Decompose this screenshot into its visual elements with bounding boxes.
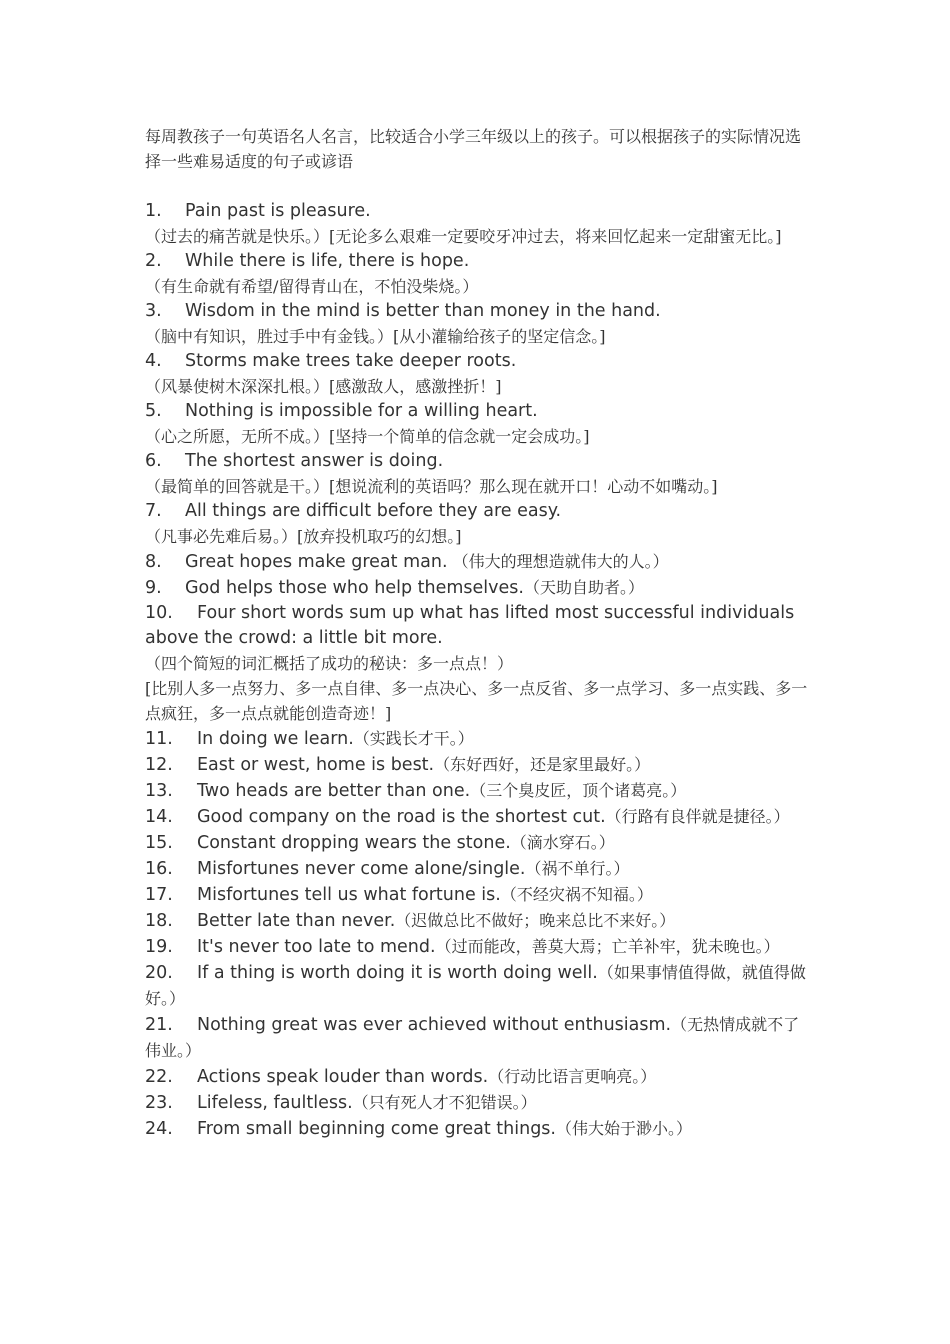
intro-paragraph: 每周教孩子一句英语名人名言，比较适合小学三年级以上的孩子。可以根据孩子的实际情况选择一些难易适度的句子或谚语: [145, 127, 802, 171]
quote-number: 1.: [145, 201, 162, 221]
quote-item: [145, 199, 810, 224]
quote-translation: （无热情成就不了伟业。）: [145, 1015, 800, 1060]
quote-translation: （祸不单行。）: [525, 859, 630, 878]
quote-translation: （三个臭皮匠，顶个诸葛亮。）: [470, 781, 687, 800]
quote-number: 13.: [145, 781, 173, 801]
quote-item: [145, 1116, 810, 1142]
quote-english: Two heads are better than one.: [197, 781, 471, 801]
quote-translation: （迟做总比不做好；晚来总比不来好。）: [395, 911, 676, 930]
quote-item: [145, 299, 810, 324]
quote-english: Misfortunes tell us what fortune is.: [197, 885, 501, 905]
quote-english: If a thing is worth doing it is worth doing well.: [197, 963, 598, 983]
quote-translation: （东好西好，还是家里最好。）: [434, 755, 651, 774]
quote-english: Misfortunes never come alone/single.: [197, 859, 526, 879]
quote-number: 19.: [145, 937, 173, 957]
quote-english: The shortest answer is doing.: [185, 451, 444, 471]
quote-number: 3.: [145, 301, 162, 321]
quote-number: 14.: [145, 807, 173, 827]
quote-translation: （心之所愿，无所不成。）[坚持一个简单的信念就一定会成功。]: [145, 427, 590, 446]
quote-number: 17.: [145, 885, 173, 905]
quote-english: Constant dropping wears the stone.: [197, 833, 511, 853]
quote-translation: （如果事情值得做，就值得做好。）: [145, 963, 806, 1008]
quote-item: [145, 1090, 810, 1116]
quote-english: Better late than never.: [197, 911, 396, 931]
quote-translation: （最简单的回答就是干。）[想说流利的英语吗？那么现在就开口！心动不如嘴动。]: [145, 477, 718, 496]
quote-number: 20.: [145, 963, 173, 983]
document-page: [145, 124, 810, 1142]
quote-english: Lifeless, faultless.: [197, 1093, 353, 1113]
quote-item: [145, 830, 810, 856]
quote-item: [145, 399, 810, 424]
quote-english: East or west, home is best.: [197, 755, 435, 775]
quote-translation: （行路有良伴就是捷径。）: [605, 807, 790, 826]
quote-number: 24.: [145, 1119, 173, 1139]
quote-english: While there is life, there is hope.: [185, 251, 470, 271]
quote-list: [145, 199, 810, 1142]
quote-item: [145, 960, 810, 1012]
quote-number: 9.: [145, 578, 162, 598]
quote-translation: （滴水穿石。）: [510, 833, 615, 852]
quote-english: Pain past is pleasure.: [185, 201, 371, 221]
quote-translation: （天助自助者。）: [523, 578, 644, 597]
quote-translation: （实践长才干。）: [353, 729, 474, 748]
quote-number: 11.: [145, 729, 173, 749]
quote-item: [145, 778, 810, 804]
quote-number: 2.: [145, 251, 162, 271]
quote-translation: （有生命就有希望/留得青山在，不怕没柴烧。）: [145, 277, 479, 296]
quote-number: 21.: [145, 1015, 173, 1035]
quote-item: [145, 856, 810, 882]
quote-english: In doing we learn.: [197, 729, 354, 749]
quote-translation: [比别人多一点努力、多一点自律、多一点决心、多一点反省、多一点学习、多一点实践、多一点疯狂，多一点点就能创造奇迹！]: [145, 679, 808, 723]
quote-translation: （凡事必先难后易。）[放弃投机取巧的幻想。]: [145, 527, 462, 546]
quote-translation: （伟大始于渺小。）: [555, 1119, 692, 1138]
quote-item: [145, 249, 810, 274]
quote-translation: （脑中有知识，胜过手中有金钱。）[从小灌输给孩子的坚定信念。]: [145, 327, 606, 346]
quote-item: [145, 1064, 810, 1090]
quote-english: From small beginning come great things.: [197, 1119, 556, 1139]
quote-number: 7.: [145, 501, 162, 521]
quote-item: [145, 908, 810, 934]
quote-item: [145, 726, 810, 752]
quote-translation: （四个简短的词汇概括了成功的秘诀：多一点点！）: [145, 654, 514, 673]
quote-item: [145, 752, 810, 778]
quote-number: 15.: [145, 833, 173, 853]
quote-translation: （行动比语言更响亮。）: [488, 1067, 657, 1086]
quote-number: 18.: [145, 911, 173, 931]
quote-item: [145, 549, 810, 575]
quote-translation: （只有死人才不犯错误。）: [352, 1093, 537, 1112]
quote-item: [145, 449, 810, 474]
quote-english: Great hopes make great man.: [185, 552, 448, 572]
quote-english: God helps those who help themselves.: [185, 578, 524, 598]
quote-number: 4.: [145, 351, 162, 371]
quote-english: It's never too late to mend.: [197, 937, 436, 957]
quote-english: Wisdom in the mind is better than money in the hand.: [185, 301, 661, 321]
quote-item: [145, 804, 810, 830]
quote-item: [145, 499, 810, 524]
quote-number: 23.: [145, 1093, 173, 1113]
quote-translation: （风暴使树木深深扎根。）[感激敌人，感激挫折！]: [145, 377, 502, 396]
quote-number: 6.: [145, 451, 162, 471]
quote-translation: （过而能改，善莫大焉；亡羊补牢，犹未晚也。）: [435, 937, 780, 956]
quote-item: [145, 575, 810, 601]
quote-number: 5.: [145, 401, 162, 421]
quote-item: [145, 1012, 810, 1064]
quote-translation: （不经灾祸不知福。）: [500, 885, 653, 904]
quote-english: Nothing is impossible for a willing heart.: [185, 401, 538, 421]
quote-english: Actions speak louder than words.: [197, 1067, 489, 1087]
quote-translation: （过去的痛苦就是快乐。）[无论多么艰难一定要咬牙冲过去，将来回忆起来一定甜蜜无比。]: [145, 227, 782, 246]
quote-number: 16.: [145, 859, 173, 879]
quote-english: Nothing great was ever achieved without enthusiasm.: [197, 1015, 672, 1035]
quote-item: [145, 349, 810, 374]
quote-translation: （伟大的理想造就伟大的人。）: [447, 552, 669, 571]
quote-item: [145, 882, 810, 908]
quote-english: Storms make trees take deeper roots.: [185, 351, 517, 371]
quote-number: 8.: [145, 552, 162, 572]
quote-english: Good company on the road is the shortest cut.: [197, 807, 606, 827]
quote-item: [145, 934, 810, 960]
quote-number: 22.: [145, 1067, 173, 1087]
quote-english: All things are difficult before they are easy.: [185, 501, 562, 521]
quote-number: 12.: [145, 755, 173, 775]
quote-number: 10.: [145, 603, 173, 623]
quote-item: [145, 601, 810, 651]
quote-english: Four short words sum up what has lifted most successful individuals above the crowd: a little bit more.: [145, 603, 795, 648]
